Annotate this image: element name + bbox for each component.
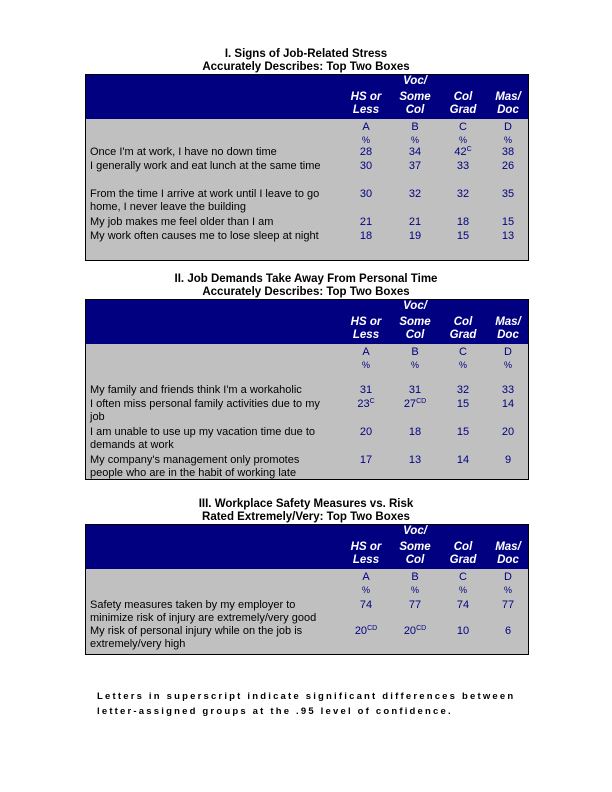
row-label: I often miss personal family activities due to my job — [90, 398, 320, 423]
significance-superscript: CD — [416, 625, 427, 632]
value-number: 27 — [403, 398, 417, 410]
row-value-b — [390, 230, 440, 243]
row-value-d — [483, 146, 533, 159]
significance-superscript: CD — [367, 625, 378, 632]
col-letter-b: B — [411, 121, 419, 133]
value-number: 20 — [359, 426, 373, 438]
row-label: I am unable to use up my vacation time due to demands at work — [90, 426, 316, 451]
row-value-b — [390, 216, 440, 229]
col-header-b-line2: Some — [399, 316, 431, 328]
value-number: 28 — [359, 146, 373, 158]
col-header-d-line2: Mas/ — [495, 541, 521, 553]
col-header-d-line2: Mas/ — [495, 316, 521, 328]
col-header-c-line2: Col — [453, 541, 473, 553]
row-value-a — [341, 625, 391, 638]
col-header-a-line2: HS or — [350, 91, 382, 103]
row-value-b — [390, 146, 440, 159]
col-header-b-line2: Some — [399, 91, 431, 103]
value-number: 33 — [456, 160, 470, 172]
col-letter-c: C — [459, 121, 467, 133]
significance-superscript: C — [369, 398, 375, 405]
row-value-b — [390, 384, 440, 397]
section-2-title: II. Job Demands Take Away From Personal Time — [174, 273, 438, 285]
row-value-b — [390, 426, 440, 439]
row-value-d — [483, 398, 533, 411]
row-value-b — [390, 188, 440, 201]
row-label: My job makes me feel older than I am — [90, 216, 274, 228]
value-number: 21 — [408, 216, 422, 228]
col-pct-d: % — [503, 585, 512, 595]
row-value-a — [341, 426, 391, 439]
col-header-a-line2: HS or — [350, 316, 382, 328]
col-pct-b: % — [410, 585, 419, 595]
value-number: 20 — [403, 625, 417, 637]
col-pct-d: % — [503, 360, 512, 370]
value-number: 74 — [456, 599, 470, 611]
col-pct-a: % — [361, 360, 370, 370]
row-value-d — [483, 454, 533, 467]
row-value-b — [390, 398, 440, 411]
value-number: 35 — [501, 188, 515, 200]
row-value-d — [483, 188, 533, 201]
row-value-d — [483, 216, 533, 229]
row-value-d — [483, 625, 533, 638]
row-value-c — [438, 146, 488, 159]
value-number: 31 — [359, 384, 373, 396]
row-value-a — [341, 160, 391, 173]
col-pct-a: % — [361, 135, 370, 145]
row-label: My company's management only promotes people who are in the habit of working late — [90, 454, 300, 479]
col-header-b-line1: Voc/ — [403, 300, 427, 312]
col-letter-b: B — [411, 571, 419, 583]
row-value-b — [390, 160, 440, 173]
value-number: 38 — [501, 146, 515, 158]
value-number: 32 — [456, 384, 470, 396]
section-3-body — [86, 569, 528, 654]
col-header-d-line3: Doc — [497, 554, 519, 566]
value-number: 21 — [359, 216, 373, 228]
col-letter-c: C — [459, 346, 467, 358]
value-number: 15 — [456, 426, 470, 438]
row-label: Once I'm at work, I have no down time — [90, 146, 277, 158]
section-2-header — [86, 300, 528, 344]
value-number: 19 — [408, 230, 422, 242]
section-2 — [85, 273, 527, 480]
row-value-a — [341, 216, 391, 229]
row-value-d — [483, 426, 533, 439]
section-1-header — [86, 75, 528, 119]
col-pct-b: % — [410, 135, 419, 145]
value-number: 32 — [408, 188, 422, 200]
row-label: My work often causes me to lose sleep at night — [90, 230, 319, 242]
row-value-c — [438, 188, 488, 201]
col-pct-c: % — [458, 135, 467, 145]
row-value-d — [483, 160, 533, 173]
col-header-b-line1: Voc/ — [403, 525, 427, 537]
value-number: 37 — [408, 160, 422, 172]
section-3-title: III. Workplace Safety Measures vs. Risk — [198, 498, 414, 510]
value-number: 18 — [359, 230, 373, 242]
col-pct-c: % — [458, 360, 467, 370]
value-number: 30 — [359, 188, 373, 200]
col-letter-a: A — [362, 121, 370, 133]
col-header-d-line3: Doc — [497, 329, 519, 341]
section-1-table — [85, 74, 529, 261]
row-value-c — [438, 625, 488, 638]
section-1-body — [86, 119, 528, 260]
col-header-b-line3: Col — [405, 104, 425, 116]
value-number: 15 — [456, 398, 470, 410]
col-header-b-line2: Some — [399, 541, 431, 553]
row-label: From the time I arrive at work until I leave to go home, I never leave the building — [90, 188, 320, 213]
value-number: 42 — [454, 146, 467, 158]
value-number: 14 — [501, 398, 515, 410]
row-value-c — [438, 599, 488, 612]
row-value-b — [390, 625, 440, 638]
row-label: My risk of personal injury while on the job is extremely/very high — [90, 625, 303, 650]
row-label: I generally work and eat lunch at the same time — [90, 160, 321, 172]
value-number: 20 — [354, 625, 368, 637]
row-value-a — [341, 188, 391, 201]
col-letter-b: B — [411, 346, 419, 358]
section-2-table — [85, 299, 529, 480]
row-value-a — [341, 230, 391, 243]
row-value-d — [483, 599, 533, 612]
section-1-title: I. Signs of Job-Related Stress — [224, 48, 388, 60]
value-number: 23 — [357, 398, 370, 410]
col-letter-d: D — [504, 121, 512, 133]
col-header-a-line3: Less — [352, 329, 380, 341]
value-number: 18 — [456, 216, 470, 228]
col-pct-b: % — [410, 360, 419, 370]
row-value-c — [438, 398, 488, 411]
value-number: 34 — [408, 146, 422, 158]
row-value-c — [438, 384, 488, 397]
value-number: 10 — [456, 625, 470, 637]
value-number: 15 — [456, 230, 470, 242]
row-value-c — [438, 160, 488, 173]
value-number: 30 — [359, 160, 373, 172]
col-letter-c: C — [459, 571, 467, 583]
significance-superscript: C — [466, 146, 472, 153]
col-header-c-line3: Grad — [449, 554, 477, 566]
row-value-b — [390, 599, 440, 612]
value-number: 13 — [408, 454, 422, 466]
col-letter-d: D — [504, 571, 512, 583]
footnote: Letters in superscript indicate significant differences between letter-assigned groups at the .95 level of confidence. — [97, 691, 516, 717]
row-value-d — [483, 384, 533, 397]
col-letter-a: A — [362, 571, 370, 583]
col-header-c-line2: Col — [453, 316, 473, 328]
section-3 — [85, 498, 527, 655]
value-number: 31 — [408, 384, 422, 396]
col-header-b-line3: Col — [405, 329, 425, 341]
row-value-a — [341, 599, 391, 612]
row-value-a — [341, 146, 391, 159]
col-header-c-line2: Col — [453, 91, 473, 103]
section-3-header — [86, 525, 528, 569]
col-letter-d: D — [504, 346, 512, 358]
row-value-c — [438, 230, 488, 243]
value-number: 13 — [501, 230, 515, 242]
section-2-body — [86, 344, 528, 479]
col-header-a-line2: HS or — [350, 541, 382, 553]
row-value-a — [341, 384, 391, 397]
row-value-d — [483, 230, 533, 243]
value-number: 32 — [456, 188, 470, 200]
value-number: 20 — [501, 426, 515, 438]
value-number: 6 — [504, 625, 512, 637]
section-3-subtitle: Rated Extremely/Very: Top Two Boxes — [202, 511, 410, 523]
col-header-b-line1: Voc/ — [403, 75, 427, 87]
row-value-b — [390, 454, 440, 467]
col-header-d-line2: Mas/ — [495, 91, 521, 103]
section-1 — [85, 48, 527, 261]
section-3-table — [85, 524, 529, 655]
col-header-c-line3: Grad — [449, 104, 477, 116]
col-header-d-line3: Doc — [497, 104, 519, 116]
row-value-a — [341, 398, 391, 411]
row-label: My family and friends think I'm a workaholic — [90, 384, 302, 396]
row-value-a — [341, 454, 391, 467]
col-pct-c: % — [458, 585, 467, 595]
value-number: 9 — [504, 454, 512, 466]
col-header-c-line3: Grad — [449, 329, 477, 341]
col-header-a-line3: Less — [352, 554, 380, 566]
section-2-subtitle: Accurately Describes: Top Two Boxes — [202, 286, 410, 298]
col-pct-d: % — [503, 135, 512, 145]
value-number: 15 — [501, 216, 515, 228]
value-number: 74 — [359, 599, 373, 611]
value-number: 18 — [408, 426, 422, 438]
row-value-c — [438, 216, 488, 229]
value-number: 17 — [359, 454, 373, 466]
row-label: Safety measures taken by my employer to minimize risk of injury are extremely/very good — [90, 599, 317, 624]
section-1-subtitle: Accurately Describes: Top Two Boxes — [202, 61, 410, 73]
significance-superscript: CD — [416, 398, 427, 405]
value-number: 77 — [501, 599, 515, 611]
row-value-c — [438, 454, 488, 467]
row-value-c — [438, 426, 488, 439]
col-letter-a: A — [362, 346, 370, 358]
value-number: 77 — [408, 599, 422, 611]
col-pct-a: % — [361, 585, 370, 595]
value-number: 33 — [501, 384, 515, 396]
col-header-b-line3: Col — [405, 554, 425, 566]
col-header-a-line3: Less — [352, 104, 380, 116]
value-number: 14 — [456, 454, 470, 466]
value-number: 26 — [501, 160, 515, 172]
